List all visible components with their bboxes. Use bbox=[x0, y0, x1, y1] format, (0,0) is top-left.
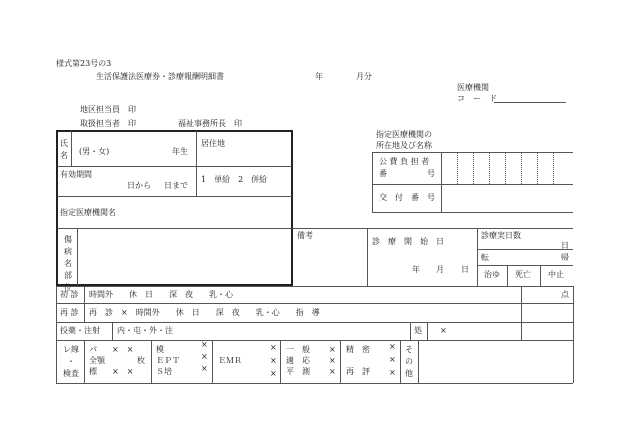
revisit-label: 再 診 bbox=[60, 308, 79, 317]
issue-number-label: 交 付 番 号 bbox=[379, 193, 435, 202]
first-visit-label: 初 診 bbox=[60, 290, 79, 299]
medication-items: 内・屯・外・注 bbox=[117, 326, 173, 335]
payer-number-label-2: 番 号 bbox=[379, 169, 435, 178]
sheets-unit: 枚 bbox=[137, 356, 145, 365]
outcome-cured[interactable]: 治ゆ bbox=[484, 270, 500, 279]
valid-from-label: 日から bbox=[127, 181, 151, 190]
s-culture-label: Ｓ培 bbox=[156, 367, 172, 376]
outcome-label: 転 bbox=[481, 253, 489, 262]
col3-mark-1: × bbox=[329, 345, 336, 354]
year-label: 年 bbox=[315, 72, 323, 81]
revisit-items: 再 診 × 時間外 休 日 深 夜 乳・心 指 導 bbox=[89, 308, 320, 317]
treatment-start-day: 日 bbox=[461, 265, 469, 274]
sex-choices[interactable]: (男・女) bbox=[79, 147, 110, 156]
institution-address-label: 指定医療機関の bbox=[376, 130, 432, 139]
residence-label: 居住地 bbox=[201, 139, 225, 148]
institution-address-label-2: 所在地及び名称 bbox=[376, 141, 432, 150]
ept-label: ＥＰＴ bbox=[156, 356, 180, 365]
outcome-return: 帰 bbox=[561, 253, 569, 262]
birth-year-suffix: 年生 bbox=[172, 147, 188, 156]
standard-label: 標 bbox=[89, 367, 97, 376]
treatment-days-unit: 日 bbox=[561, 241, 569, 250]
general-label: 一 般 bbox=[286, 345, 310, 354]
col1-mark-2: × bbox=[201, 352, 208, 361]
first-visit-items: 時間外 休 日 深 夜 乳・心 bbox=[89, 290, 233, 299]
col2-mark-2: × bbox=[270, 356, 277, 365]
month-label: 月分 bbox=[356, 72, 372, 81]
valid-to-label: 日まで bbox=[164, 181, 188, 190]
other-label: そ の 他 bbox=[405, 345, 413, 378]
col2-mark-1: × bbox=[270, 343, 277, 352]
emr-label: ＥＭＲ bbox=[218, 356, 242, 365]
district-staff-label: 地区担当員 印 bbox=[80, 105, 136, 114]
payer-number-label: 公 費 負 担 者 bbox=[379, 157, 430, 166]
col2-mark-3: × bbox=[270, 369, 277, 378]
remarks-label: 備考 bbox=[297, 231, 313, 240]
full-jaw-label: 全顎 bbox=[89, 356, 105, 365]
institution-code-field[interactable] bbox=[494, 102, 566, 103]
col1-mark-1: × bbox=[201, 340, 208, 349]
treatment-start-label: 診 療 開 始 日 bbox=[372, 237, 444, 246]
designated-institution-label: 指定医療機関名 bbox=[60, 208, 116, 217]
treatment-start-year: 年 bbox=[412, 265, 420, 274]
form-title: 生活保護法医療券・診療報酬明細書 bbox=[96, 72, 224, 81]
disease-name-label: 傷 病 名 部 位 bbox=[64, 235, 72, 292]
benefit-options[interactable]: 1 単給 2 併給 bbox=[201, 175, 268, 184]
col3-mark-3: × bbox=[329, 367, 336, 376]
form-number: 様式第23号の3 bbox=[56, 59, 112, 68]
standard-marks: × × bbox=[112, 367, 134, 376]
col3-mark-2: × bbox=[329, 356, 336, 365]
valid-period-label: 有効期間 bbox=[60, 170, 92, 179]
precise-label: 精 密 bbox=[346, 345, 370, 354]
outcome-stopped[interactable]: 中止 bbox=[548, 270, 564, 279]
treatment-start-month: 月 bbox=[436, 265, 444, 274]
institution-code-label: 医療機関 bbox=[457, 83, 489, 92]
col1-mark-3: × bbox=[201, 364, 208, 373]
institution-code-label-2: コ ー ド bbox=[457, 94, 497, 103]
col4-mark-2: × bbox=[389, 355, 396, 364]
panorama-marks: × × bbox=[112, 345, 134, 354]
col4-mark-1: × bbox=[389, 342, 396, 351]
col4-mark-3: × bbox=[389, 368, 396, 377]
adaptation-label: 適 応 bbox=[286, 356, 310, 365]
outcome-death[interactable]: 死亡 bbox=[515, 270, 531, 279]
handling-staff-label: 取扱担当者 印 bbox=[80, 119, 136, 128]
medication-label: 投薬・注射 bbox=[60, 326, 100, 335]
re-evaluation-label: 再 評 bbox=[346, 367, 370, 376]
xray-exam-label: レ線 ・ 検査 bbox=[63, 345, 79, 378]
points-label: 点 bbox=[561, 290, 569, 299]
office-director-label: 福祉事務所長 印 bbox=[178, 119, 242, 128]
model-label: 模 bbox=[156, 345, 164, 354]
treatment-days-label: 診療実日数 bbox=[481, 231, 521, 240]
disposal-mark: × bbox=[440, 326, 447, 335]
panorama-label: パ bbox=[89, 345, 97, 354]
flat-measure-label: 平 測 bbox=[286, 367, 310, 376]
name-label: 氏 名 bbox=[60, 139, 68, 160]
disposal-label: 処 bbox=[414, 326, 422, 335]
